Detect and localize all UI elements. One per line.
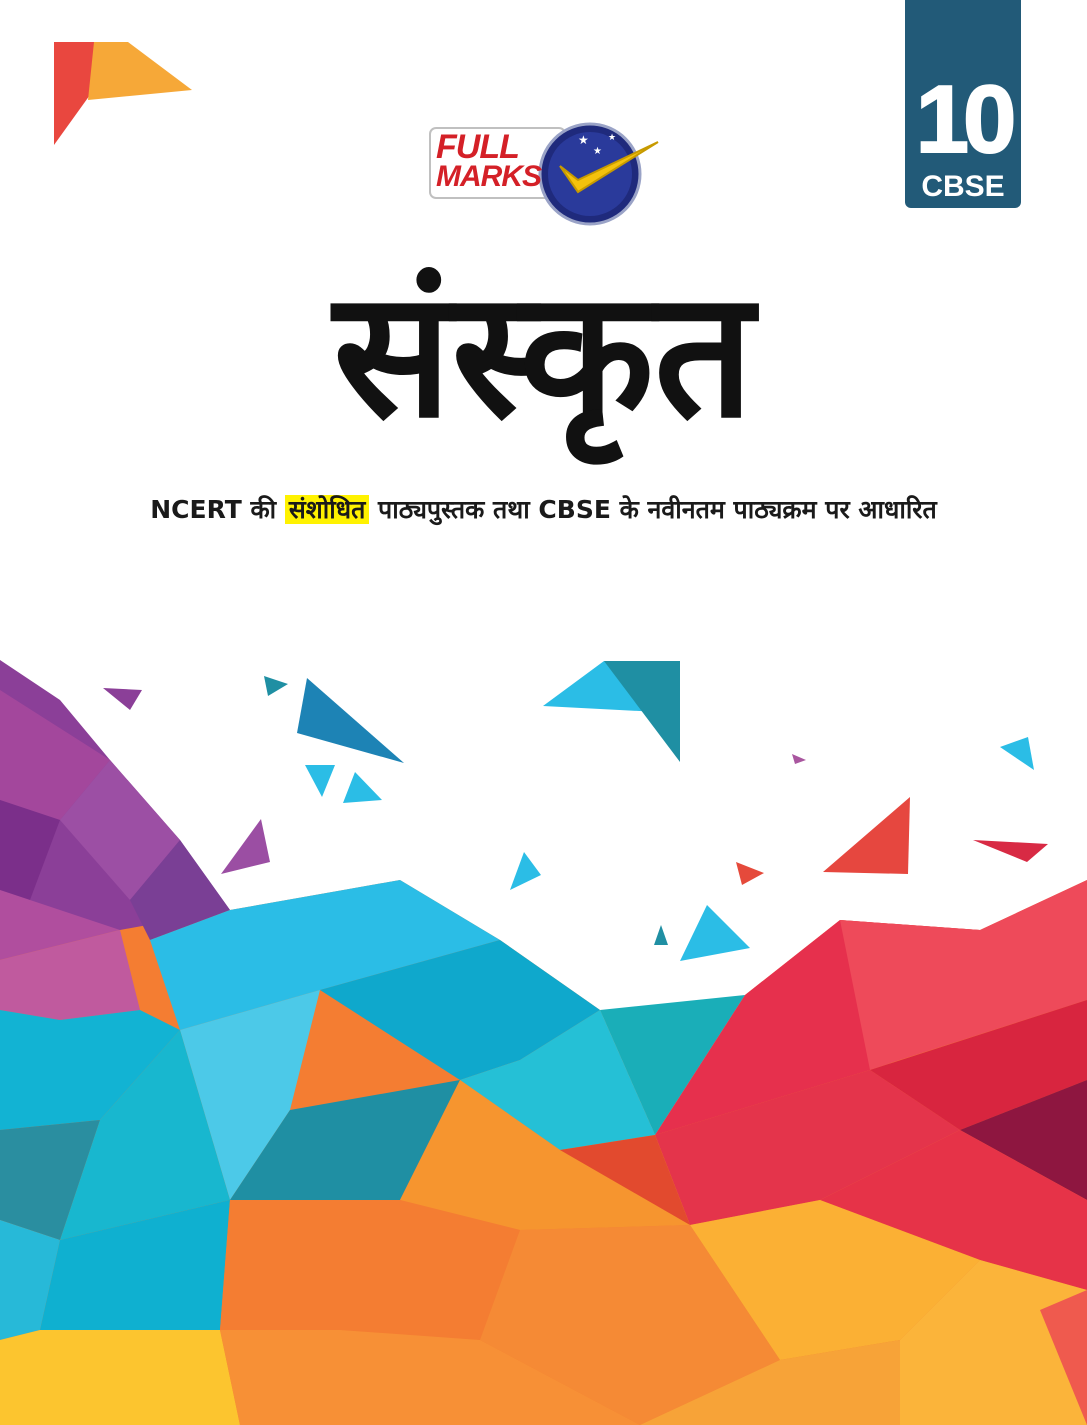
fragment-cyan-5 — [510, 852, 541, 890]
logo-line-full: FULL — [436, 128, 519, 166]
fragment-teal-2 — [604, 661, 680, 762]
fragment-purple-3 — [792, 754, 806, 764]
book-subtitle — [0, 490, 1087, 530]
fragment-red-3 — [736, 862, 764, 885]
star-icon: ★ — [593, 146, 602, 157]
grade-number: 10 — [915, 66, 1011, 173]
shape-orange-3 — [220, 1200, 520, 1340]
fragment-teal-3 — [654, 925, 668, 945]
fragment-red-2 — [973, 840, 1048, 862]
book-title: संस्कृत — [333, 252, 754, 457]
star-icon: ★ — [578, 133, 589, 147]
fragment-purple-1 — [103, 688, 142, 710]
fragment-cyan-1 — [305, 765, 335, 797]
subtitle-highlight: संशोधित — [285, 495, 369, 524]
fragment-red-1 — [823, 797, 910, 874]
subtitle-part-1: NCERT की — [150, 495, 285, 524]
star-icon: ★ — [608, 133, 617, 143]
full-marks-logo — [428, 116, 668, 228]
fragment-blue-1 — [297, 678, 404, 763]
fragment-cyan-6 — [680, 905, 750, 961]
fragment-purple-2 — [221, 819, 270, 874]
corner-triangle-orange — [88, 42, 192, 100]
fragment-cyan-4 — [1000, 737, 1034, 770]
logo-line-marks: MARKS — [436, 160, 541, 193]
grade-badge — [905, 0, 1021, 208]
shape-yellow-3 — [0, 1330, 240, 1425]
grade-board: CBSE — [921, 170, 1005, 203]
fragment-cyan-2 — [343, 772, 382, 803]
subtitle-part-2: पाठ्यपुस्तक तथा CBSE के नवीनतम पाठ्यक्रम पर आधारित — [369, 495, 937, 524]
fragment-teal-1 — [264, 676, 288, 696]
logo-text — [428, 116, 668, 228]
